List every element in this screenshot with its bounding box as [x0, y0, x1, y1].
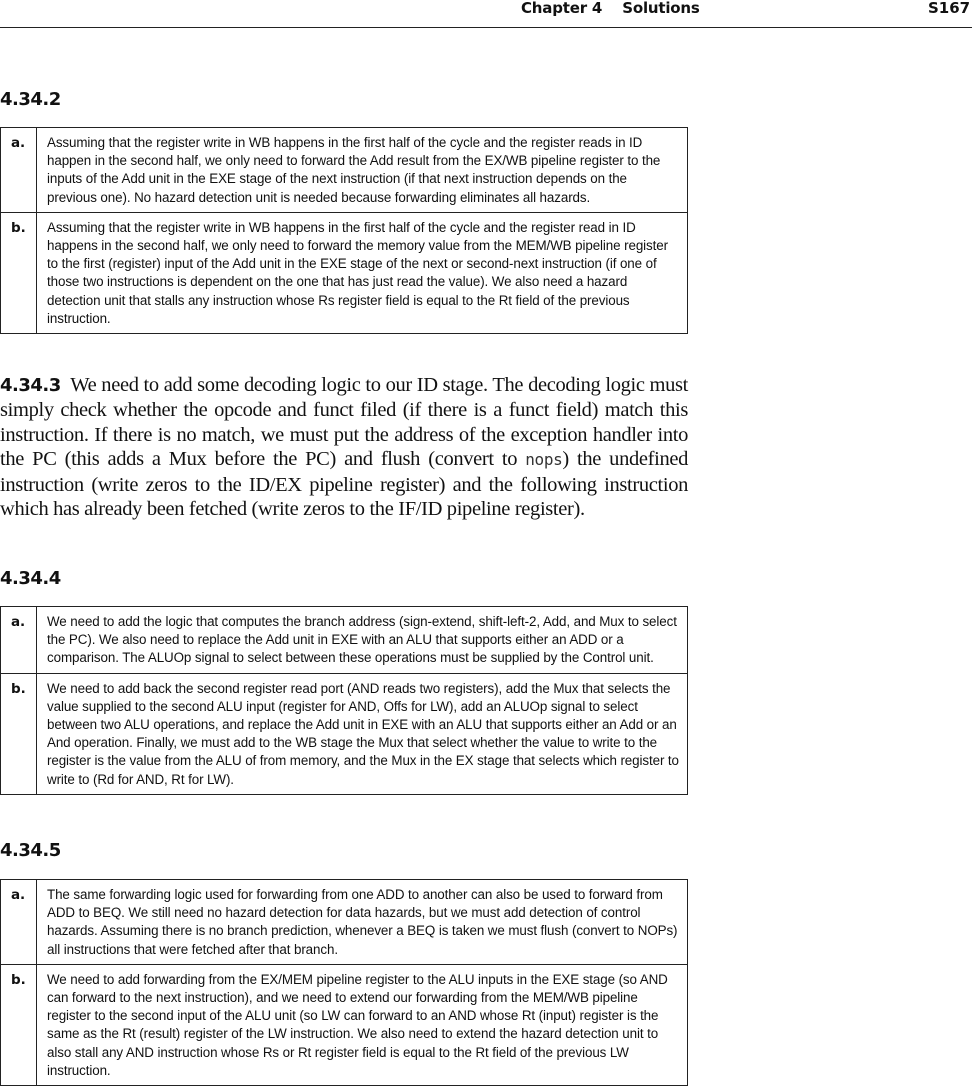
answer-table-4-34-4 [0, 606, 688, 795]
table-row [1, 212, 688, 333]
row-label: a. [1, 880, 37, 965]
chapter-title: Chapter 4 Solutions [521, 0, 700, 17]
section-4-34-3-paragraph [0, 373, 688, 521]
table-row [1, 964, 688, 1085]
section-heading-4-34-2: 4.34.2 [0, 89, 61, 110]
row-label: a. [1, 607, 37, 674]
row-text: We need to add forwarding from the EX/MEM pipeline register to the ALU inputs in the EXE stage (so AND can forward to the next instruction), and we need to extend our forwarding from the MEM/WB pipeline register to the second input of the ALU unit (so LW can forward to an AND whose Rt (input) register is the same as the Rt (result) register of the LW instruction. We also need to extend the hazard detection unit to also stall any AND instruction whose Rs or Rt register field is equal to the Rt field of the previous LW instruction. [37, 964, 688, 1085]
answer-table-4-34-2 [0, 127, 688, 334]
row-text: Assuming that the register write in WB happens in the first half of the cycle and the register reads in ID happen in the second half, we only need to forward the Add result from the EX/WB pipeline register to the inputs of the Add unit in the EXE stage of the next instruction (if that next instruction depends on the previous one). No hazard detection unit is needed because forwarding eliminates all hazards. [37, 128, 688, 213]
table-row [1, 607, 688, 674]
section-heading-4-34-5: 4.34.5 [0, 840, 61, 861]
row-label: b. [1, 212, 37, 333]
page-number: S167 [928, 0, 971, 17]
answer-table-4-34-5 [0, 879, 688, 1086]
running-header [0, 0, 972, 28]
row-label: b. [1, 964, 37, 1085]
row-label: a. [1, 128, 37, 213]
row-label: b. [1, 673, 37, 794]
table-row [1, 673, 688, 794]
table-row [1, 128, 688, 213]
paragraph-text-part-2: ) the undefined instruction (write zeros to the ID/EX pipeline register) and the following instruction which has already been fetched (write zeros to the IF/ID pipeline register). [0, 448, 688, 521]
row-text: We need to add the logic that computes the branch address (sign-extend, shift-left-2, Add, and Mux to select the PC). We also need to replace the Add unit in EXE with an ALU that supports either an ADD or a comparison. The ALUOp signal to select between these operations must be supplied by the Control unit. [37, 607, 688, 674]
row-text: Assuming that the register write in WB happens in the first half of the cycle and the register read in ID happens in the second half, we only need to forward the memory value from the MEM/WB pipeline register to the first (register) input of the Add unit in the EXE stage of the next or second-next instruction (if one of those two instructions is dependent on the one that has just read the value). We also need a hazard detection unit that stalls any instruction whose Rs register field is equal to the Rt field of the previous instruction. [37, 212, 688, 333]
paragraph-text-part-1: We need to add some decoding logic to our ID stage. The decoding logic must simply check whether the opcode and funct filed (if there is a funct field) match this instruction. If there is no match, we must put the address of the exception handler into the PC (this adds a Mux before the PC) and flush (convert to [0, 374, 688, 471]
section-heading-4-34-3: 4.34.3 [0, 375, 61, 396]
row-text: The same forwarding logic used for forwarding from one ADD to another can also be used to forward from ADD to BEQ. We still need no hazard detection for data hazards, but we must add detection of control hazards. Assuming there is no branch prediction, whenever a BEQ is taken we must flush (convert to NOPs) all instructions that were fetched after that branch. [37, 880, 688, 965]
inline-code: nops [525, 450, 563, 470]
table-row [1, 880, 688, 965]
section-heading-4-34-4: 4.34.4 [0, 568, 61, 589]
row-text: We need to add back the second register read port (AND reads two registers), add the Mux that selects the value supplied to the second ALU input (register for AND, Offs for LW), add an ALUOp signal to select between two ALU operations, and replace the Add unit in EXE with an ALU that supports either an Add or an And operation. Finally, we must add to the WB stage the Mux that select whether the value to write to the register is the value from the ALU of from memory, and the Mux in the EX stage that selects which register to write to (Rd for AND, Rt for LW). [37, 673, 688, 794]
